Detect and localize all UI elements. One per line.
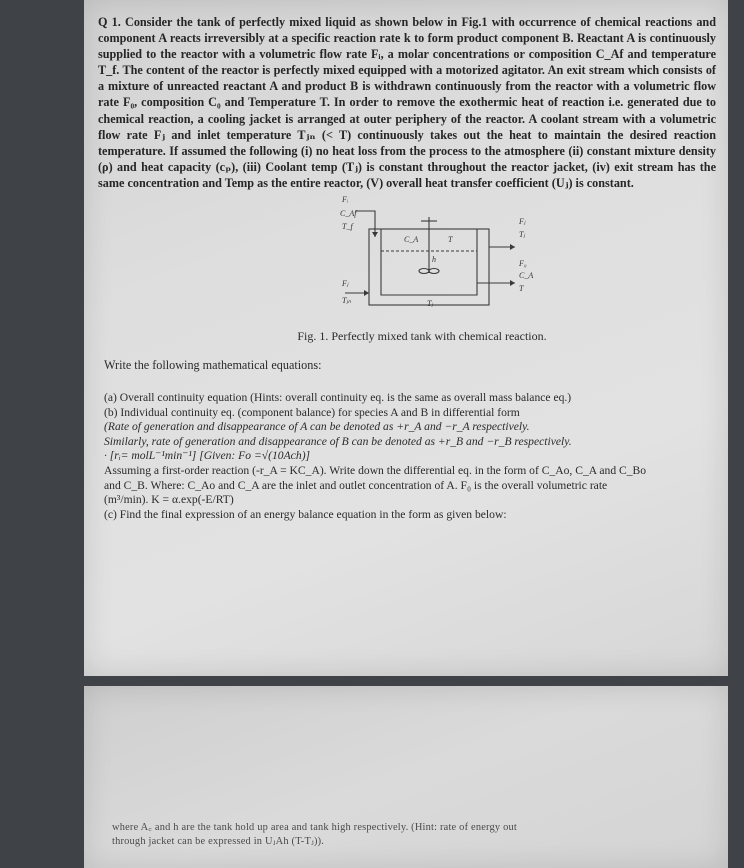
label-tank-conc: C_A — [404, 235, 419, 245]
label-jacket-out-temp: Tⱼ — [519, 230, 525, 240]
part-b-note-3: · [rᵢ= molL⁻¹min⁻¹] [Given: Fo =√(10Aᴄh)] — [104, 449, 311, 463]
label-inlet-flow: Fᵢ — [342, 195, 349, 205]
label-coolant-flow: Fⱼ — [342, 279, 349, 289]
label-exit-temp: T — [519, 284, 524, 294]
bottom-line-2: through jacket can be expressed in UⱼAh (T-Tⱼ)). — [112, 836, 325, 847]
instruction-text: Write the following mathematical equations: — [104, 358, 322, 373]
worksheet-page-bottom — [84, 686, 728, 868]
part-b-assume-3: (m³/min). K = α.exp(-E/RT) — [104, 493, 234, 507]
label-tank-height: h — [432, 255, 436, 265]
question-text: Q 1. Consider the tank of perfectly mixed liquid as shown below in Fig.1 with occurrence of chemical reactions and component A reacts irreversibly at a specific reaction rate k to form product component B. Reactant A is continuously supplied to the reactor with a volumetric flow rate Fᵢ, a molar concentrations or composition C_Af and temperature T_f. The content of the reactor is perfectly mixed equipped with a motorized agitator. An exit stream which consists of a mixture of unreacted reactant A and product B is withdrawn continuously from the reactor with a volumetric flow rate F₀, composition C₀ and Temperature T. In order to remove the exothermic heat of reaction i.e. generated due to chemical reaction, a cooling jacket is arranged at outer periphery of the reactor. A coolant stream with a volumetric flow rate Fⱼ and inlet temperature Tⱼₙ (< T) continuously takes out the heat to maintain the desired reaction temperature. If assumed the following (i) no heat loss from the process to the atmosphere (ii) constant mixture density (ρ) and heat capacity (cₚ), (iii) Coolant temp (Tⱼ) is constant throughout the reactor jacket, (iv) exit stream has the same concentration and Temp as the entire reactor, (V) overall heat transfer coefficient (Uⱼ) is constant. — [98, 15, 716, 190]
label-inlet-temp: T_f — [342, 222, 353, 232]
bottom-hint-text — [112, 821, 652, 849]
part-b-note-1: (Rate of generation and disappearance of A can be denoted as +r_A and −r_A respectively. — [104, 420, 530, 434]
part-a: (a) Overall continuity equation (Hints: overall continuity eq. is the same as overall mass balance eq.) — [104, 391, 572, 405]
label-inlet-conc: C_Af — [340, 209, 357, 219]
bottom-line-1: where A꜀ and h are the tank hold up area and tank high respectively. (Hint: rate of energy out — [112, 822, 517, 833]
figure-caption: Fig. 1. Perfectly mixed tank with chemical reaction. — [297, 329, 547, 344]
feed-pipe — [355, 211, 375, 237]
label-coolant-temp: Tⱼₙ — [342, 296, 352, 306]
part-b: (b) Individual continuity eq. (component balance) for species A and B in differential form — [104, 405, 520, 419]
reactor-figure — [283, 195, 573, 319]
label-jacket-temp: Tⱼ — [427, 299, 433, 309]
part-c: (c) Find the final expression of an energy balance equation in the form as given below: — [104, 507, 507, 521]
part-b-note-2: Similarly, rate of generation and disappearance of B can be denoted as +r_B and −r_B respectively. — [104, 434, 572, 448]
part-b-assume-2: and C_B. Where: C_Ao and C_A are the inlet and outlet concentration of A. F₀ is the overall volumetric rate — [104, 478, 608, 492]
impeller — [419, 269, 429, 274]
label-tank-temp: T — [448, 235, 453, 245]
worksheet-page-top — [84, 0, 728, 676]
part-b-assume-1: Assuming a first-order reaction (-r_A = KC_A). Write down the differential eq. in the form of C_Ao, C_A and C_Bo — [104, 464, 647, 477]
label-exit-flow: F₀ — [519, 259, 527, 269]
label-exit-conc: C_A — [519, 271, 534, 281]
question-parts — [104, 391, 716, 522]
label-jacket-out-flow: Fⱼ — [519, 217, 526, 227]
